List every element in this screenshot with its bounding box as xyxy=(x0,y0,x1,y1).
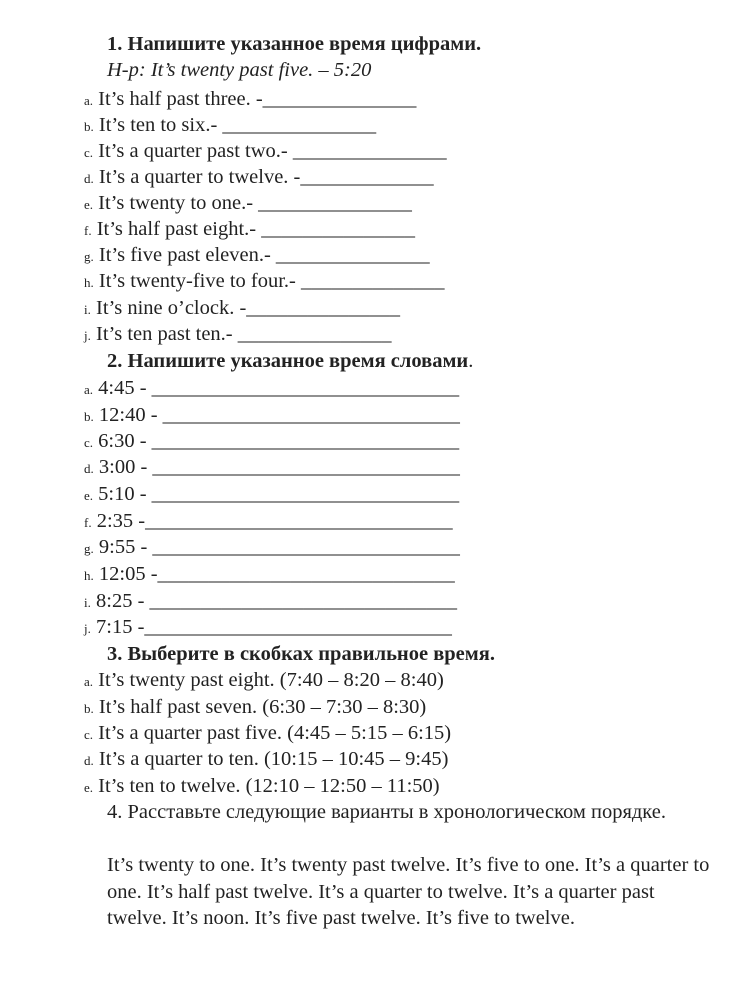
section3-item xyxy=(84,694,426,722)
item-marker: f. xyxy=(84,223,92,238)
section1-item xyxy=(84,112,376,140)
section2-item xyxy=(84,561,455,589)
section2-item xyxy=(84,534,460,562)
item-marker: e. xyxy=(84,780,94,795)
item-text: It’s ten to twelve. (12:10 – 12:50 – 11:50) xyxy=(98,775,440,797)
item-text: 6:30 - ______________________________ xyxy=(98,430,460,452)
section1-item xyxy=(84,86,416,114)
item-marker: f. xyxy=(84,515,92,530)
item-marker: d. xyxy=(84,461,94,476)
section2-heading xyxy=(107,348,473,374)
item-text: 12:40 - _____________________________ xyxy=(98,404,460,426)
item-text: 9:55 - ______________________________ xyxy=(98,536,460,558)
section1-item xyxy=(84,242,430,270)
item-marker: i. xyxy=(84,595,91,610)
item-marker: h. xyxy=(84,275,94,290)
item-text: It’s a quarter past two.- _______________ xyxy=(98,140,447,162)
item-marker: b. xyxy=(84,701,94,716)
item-text: It’s half past three. -_______________ xyxy=(98,88,417,110)
item-marker: d. xyxy=(84,171,94,186)
section3-heading: 3. Выберите в скобках правильное время. xyxy=(107,643,495,665)
section3-item xyxy=(84,720,451,748)
item-marker: c. xyxy=(84,145,94,160)
section2-item xyxy=(84,375,459,403)
item-text: 2:35 -______________________________ xyxy=(96,510,453,532)
section1-item xyxy=(84,190,412,218)
item-text: It’s a quarter past five. (4:45 – 5:15 – 6:15) xyxy=(98,722,452,744)
item-marker: a. xyxy=(84,674,94,689)
item-text: It’s a quarter to ten. (10:15 – 10:45 – 9:45) xyxy=(98,748,449,770)
item-text: It’s a quarter to twelve. -_____________ xyxy=(98,166,434,188)
section2-item xyxy=(84,588,457,616)
item-marker: b. xyxy=(84,119,94,134)
section4-body: It’s twenty to one. It’s twenty past twelve. It’s five to one. It’s a quarter to one. It’s half past twelve. It’s a quarter to twelve. It’s a quarter past twelve. It’s noon. It’s five past twelve. It’s five to twelve. xyxy=(107,854,710,929)
section1-item xyxy=(84,164,434,192)
item-marker: a. xyxy=(84,93,94,108)
section2-heading-text: 2. Напишите указанное время словами xyxy=(107,350,469,372)
item-text: It’s twenty to one.- _______________ xyxy=(98,192,412,214)
item-text: 5:10 - ______________________________ xyxy=(98,483,460,505)
item-text: It’s ten to six.- _______________ xyxy=(98,114,377,136)
item-text: 12:05 -_____________________________ xyxy=(98,563,455,585)
section3-item xyxy=(84,667,444,695)
section1-example: Н-р: It’s twenty past five. – 5:20 xyxy=(107,59,372,81)
item-text: 8:25 - ______________________________ xyxy=(96,590,458,612)
item-marker: c. xyxy=(84,435,94,450)
section2-item xyxy=(84,614,452,642)
item-text: 3:00 - ______________________________ xyxy=(98,456,460,478)
item-marker: i. xyxy=(84,302,91,317)
item-marker: b. xyxy=(84,409,94,424)
item-text: 4:45 - ______________________________ xyxy=(98,377,460,399)
item-text: It’s ten past ten.- _______________ xyxy=(96,323,392,345)
section2-item xyxy=(84,481,459,509)
item-marker: a. xyxy=(84,382,94,397)
section2-item xyxy=(84,454,460,482)
item-marker: c. xyxy=(84,727,94,742)
item-marker: g. xyxy=(84,541,94,556)
section2-item xyxy=(84,428,459,456)
item-text: It’s five past eleven.- _______________ xyxy=(98,244,430,266)
item-text: 7:15 -______________________________ xyxy=(96,616,452,638)
section2-item xyxy=(84,508,453,536)
section2-heading-period: . xyxy=(468,350,474,372)
item-text: It’s twenty-five to four.- ______________ xyxy=(98,270,445,292)
item-text: It’s half past seven. (6:30 – 7:30 – 8:30) xyxy=(98,696,427,718)
item-text: It’s half past eight.- _______________ xyxy=(96,218,415,240)
item-marker: e. xyxy=(84,197,94,212)
item-marker: j. xyxy=(84,621,91,636)
section3-item xyxy=(84,746,448,774)
section1-item xyxy=(84,138,447,166)
section4-heading: 4. Расставьте следующие варианты в хронологическом порядке. xyxy=(107,801,666,823)
section1-item xyxy=(84,321,392,349)
item-marker: d. xyxy=(84,753,94,768)
item-text: It’s twenty past eight. (7:40 – 8:20 – 8:40) xyxy=(98,669,444,691)
item-marker: e. xyxy=(84,488,94,503)
item-marker: j. xyxy=(84,328,91,343)
section3-item xyxy=(84,773,440,801)
item-text: It’s nine o’clock. -_______________ xyxy=(96,297,401,319)
section2-item xyxy=(84,402,460,430)
item-marker: g. xyxy=(84,249,94,264)
item-marker: h. xyxy=(84,568,94,583)
section1-item xyxy=(84,268,444,296)
section1-item xyxy=(84,216,415,244)
section1-heading: 1. Напишите указанное время цифрами. xyxy=(107,33,482,55)
section1-item xyxy=(84,295,400,323)
